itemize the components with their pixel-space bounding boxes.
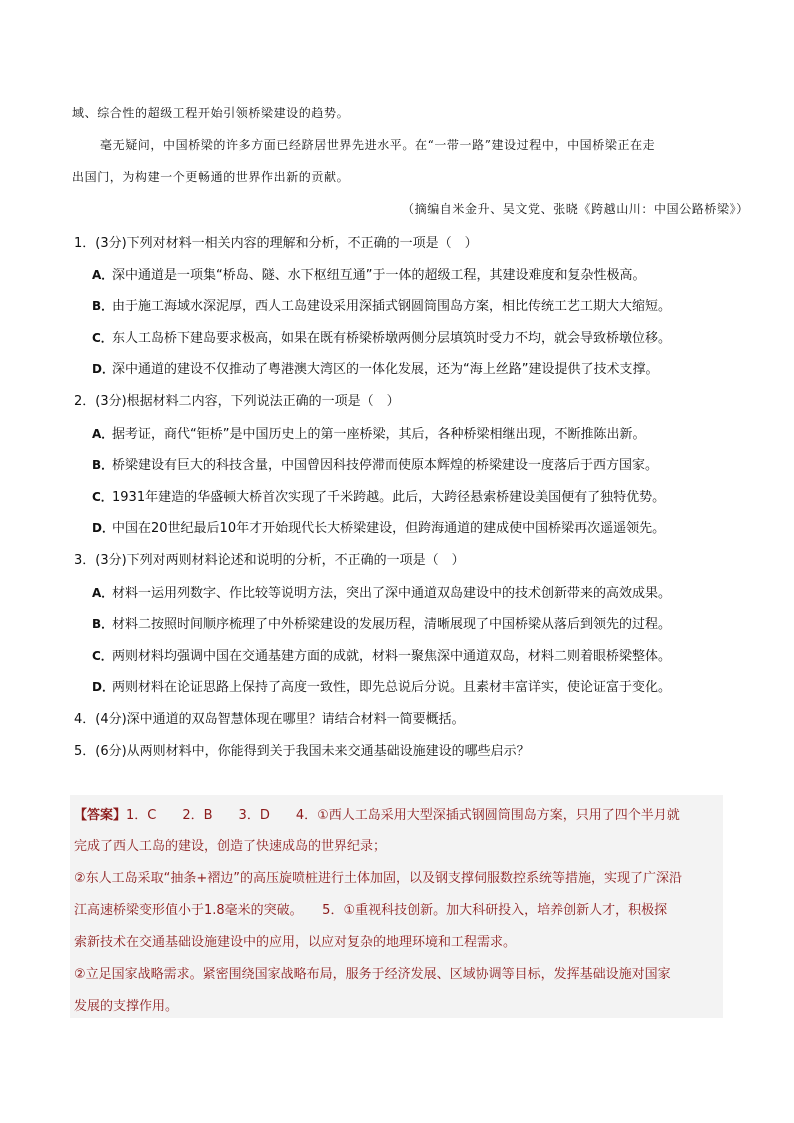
answer-line-3: ②东人工岛采取“抽条+褶边”的高压旋喷桩进行土体加固，以及钢支撑伺服数控系统等措施，实现了广深沿 bbox=[74, 871, 683, 886]
answer-line-4: 江高速桥梁变形值小于1.8毫米的突破。 5．①重视科技创新。加大科研投入，培养创新人才，积极探 bbox=[74, 903, 668, 918]
option-text: 材料二按照时间顺序梳理了中外桥梁建设的发展历程，清晰展现了中国桥梁从落后到领先的过程。 bbox=[112, 617, 672, 632]
answer-line-5: 索新技术在交通基础设施建设中的应用，以应对复杂的地理环境和工程需求。 bbox=[74, 935, 517, 950]
question-1: 1．(3分)下列对材料一相关内容的理解和分析，不正确的一项是（ ） bbox=[74, 236, 478, 251]
option-label: D． bbox=[92, 521, 114, 535]
answer-text: 1．C 2．B 3．D 4．①西人工岛采用大型深插式钢圆筒围岛方案，只用了四个半月就 bbox=[126, 808, 680, 823]
answer-line-7: 发展的支撑作用。 bbox=[74, 999, 179, 1014]
option-3b bbox=[92, 613, 671, 632]
option-text: 深中通道的建设不仅推动了粤港澳大湾区的一体化发展，还为“海上丝路”建设提供了技术支撑。 bbox=[112, 362, 659, 377]
option-text: 桥梁建设有巨大的科技含量，中国曾因科技停滞而使原本辉煌的桥梁建设一度落后于西方国家。 bbox=[112, 458, 659, 473]
option-text: 由于施工海域水深泥厚，西人工岛建设采用深插式钢圆筒围岛方案，相比传统工艺工期大大缩短。 bbox=[112, 299, 672, 314]
option-label: A． bbox=[92, 586, 114, 600]
option-text: 两则材料在论证思路上保持了高度一致性，即先总说后分说。且素材丰富详实，使论证富于变化。 bbox=[112, 680, 672, 695]
answer-line-6: ②立足国家战略需求。紧密围绕国家战略布局，服务于经济发展、区域协调等目标，发挥基础设施对国家 bbox=[74, 967, 671, 982]
option-3c bbox=[92, 645, 671, 664]
option-label: A． bbox=[92, 268, 114, 282]
option-3a bbox=[92, 582, 671, 601]
option-label: D． bbox=[92, 680, 114, 694]
option-2d bbox=[92, 517, 665, 536]
option-1d bbox=[92, 358, 658, 377]
option-label: B． bbox=[92, 617, 114, 631]
option-text: 东人工岛桥下建岛要求极高，如果在既有桥梁桥墩两侧分层填筑时受力不均，就会导致桥墩位移。 bbox=[112, 331, 672, 346]
option-label: D． bbox=[92, 362, 114, 376]
option-text: 材料一运用列数字、作比较等说明方法，突出了深中通道双岛建设中的技术创新带来的高效成果。 bbox=[112, 586, 672, 601]
option-text: 1931年建造的华盛顿大桥首次实现了千米跨越。此后，大跨径悬索桥建设美国便有了独特优势。 bbox=[112, 490, 666, 505]
option-text: 据考证，商代“钜桥”是中国历史上的第一座桥梁，其后，各种桥梁相继出现，不断推陈出新。 bbox=[112, 427, 646, 442]
passage-line: 域、综合性的超级工程开始引领桥梁建设的趋势。 bbox=[72, 106, 350, 120]
option-label: B． bbox=[92, 299, 114, 313]
option-label: C． bbox=[92, 649, 113, 663]
answer-tag: 【答案】 bbox=[74, 808, 127, 823]
passage-source: （摘编自米金升、吴文党、张晓《跨越山川：中国公路桥梁》） bbox=[402, 202, 749, 216]
option-text: 两则材料均强调中国在交通基建方面的成就，材料一聚焦深中通道双岛，材料二则着眼桥梁整体。 bbox=[112, 649, 672, 664]
answer-line-1 bbox=[74, 804, 680, 823]
question-4: 4．(4分)深中通道的双岛智慧体现在哪里？请结合材料一简要概括。 bbox=[74, 712, 465, 727]
answer-line-2: 完成了西人工岛的建设，创造了快速成岛的世界纪录； bbox=[74, 839, 387, 854]
option-label: A． bbox=[92, 427, 114, 441]
passage-line: 毫无疑问，中国桥梁的许多方面已经跻居世界先进水平。在“一带一路”建设过程中，中国桥梁正在走 bbox=[100, 138, 656, 152]
option-label: B． bbox=[92, 458, 114, 472]
option-1b bbox=[92, 295, 671, 314]
question-3: 3．(3分)下列对两则材料论述和说明的分析，不正确的一项是（ ） bbox=[74, 553, 465, 568]
option-1a bbox=[92, 264, 645, 283]
option-text: 深中通道是一项集“桥岛、隧、水下枢纽互通”于一体的超级工程，其建设难度和复杂性极高。 bbox=[112, 268, 646, 283]
question-2: 2．(3分)根据材料二内容，下列说法正确的一项是（ ） bbox=[74, 394, 400, 409]
option-2a bbox=[92, 423, 645, 442]
option-label: C． bbox=[92, 331, 113, 345]
option-text: 中国在20世纪最后10年才开始现代长大桥梁建设，但跨海通道的建成使中国桥梁再次遥遥领先。 bbox=[112, 521, 666, 536]
passage-line: 出国门，为构建一个更畅通的世界作出新的贡献。 bbox=[72, 170, 350, 184]
option-3d bbox=[92, 676, 671, 695]
option-1c bbox=[92, 327, 671, 346]
option-label: C． bbox=[92, 490, 113, 504]
option-2c bbox=[92, 486, 665, 505]
question-5: 5．(6分)从两则材料中，你能得到关于我国未来交通基础设施建设的哪些启示？ bbox=[74, 744, 530, 759]
option-2b bbox=[92, 454, 658, 473]
